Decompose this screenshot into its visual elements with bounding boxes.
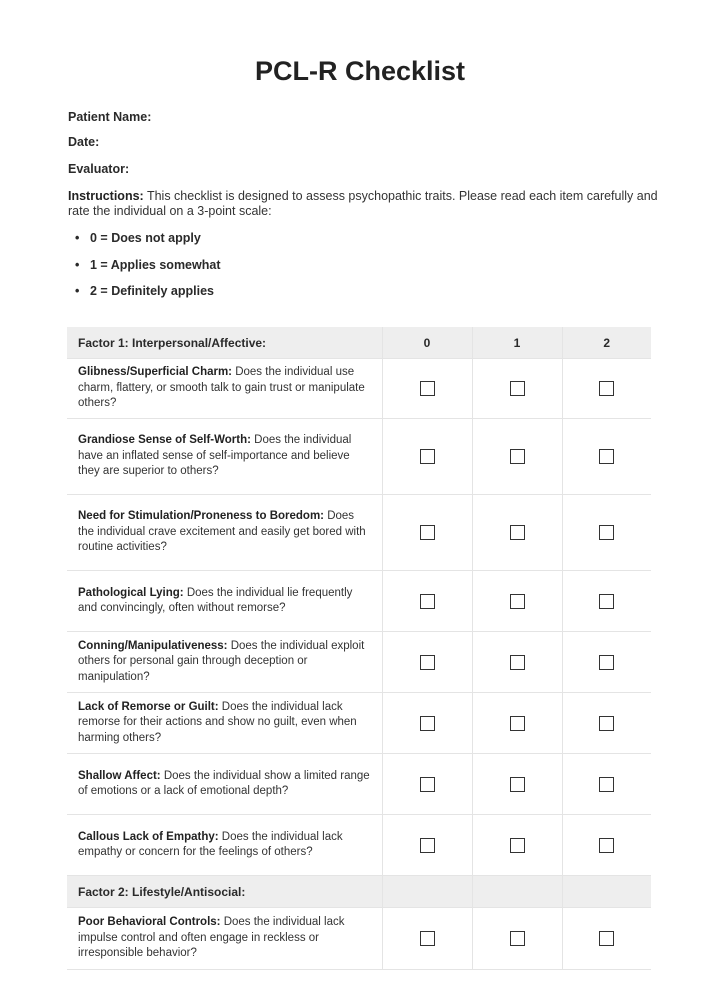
instructions <box>68 189 658 219</box>
item-description <box>67 632 382 693</box>
score-0-checkbox[interactable] <box>420 838 435 853</box>
score-2-checkbox[interactable] <box>599 931 614 946</box>
bullet-icon: • <box>75 257 80 272</box>
scale-item <box>68 258 220 285</box>
score-0-checkbox[interactable] <box>420 931 435 946</box>
score-1-checkbox[interactable] <box>510 838 525 853</box>
item-text: Does the individual have an inflated sense of self-importance and believe they are superior to others? <box>78 434 352 478</box>
item-name: Poor Behavioral Controls: <box>78 916 221 929</box>
item-name: Lack of Remorse or Guilt: <box>78 700 219 713</box>
score-0-checkbox[interactable] <box>420 381 435 396</box>
score-2-checkbox[interactable] <box>599 449 614 464</box>
item-text: Does the individual lack impulse control and often engage in reckless or irresponsible behavior? <box>78 916 345 960</box>
score-0-checkbox[interactable] <box>420 777 435 792</box>
item-name: Pathological Lying: <box>78 586 184 599</box>
item-name: Conning/Manipulativeness: <box>78 639 228 652</box>
table-row <box>67 419 651 495</box>
checklist-table <box>67 327 651 970</box>
item-description <box>67 419 382 495</box>
item-description <box>67 815 382 876</box>
instructions-text: This checklist is designed to assess psychopathic traits. Please read each item carefully and rate the individual on a 3-point scale: <box>68 189 658 218</box>
patient-name-label: Patient Name: <box>68 110 152 124</box>
score-header-2: 2 <box>562 327 651 359</box>
score-0-checkbox[interactable] <box>420 449 435 464</box>
score-header-0: 0 <box>382 327 472 359</box>
item-text: Does the individual lie frequently and convincingly, often without remorse? <box>78 586 353 614</box>
table-row <box>67 571 651 632</box>
item-description <box>67 908 382 970</box>
page-title: PCL-R Checklist <box>254 56 466 86</box>
score-1-checkbox[interactable] <box>510 777 525 792</box>
score-2-checkbox[interactable] <box>599 838 614 853</box>
factor-2-label: Factor 2: Lifestyle/Antisocial: <box>67 876 382 908</box>
score-0-checkbox[interactable] <box>420 655 435 670</box>
score-1-checkbox[interactable] <box>510 449 525 464</box>
bullet-icon: • <box>75 284 80 298</box>
evaluator-label: Evaluator: <box>68 162 130 176</box>
item-name: Grandiose Sense of Self-Worth: <box>78 434 251 447</box>
table-row <box>67 693 651 754</box>
score-2-checkbox[interactable] <box>599 525 614 540</box>
scale-item-text: 1 = Applies somewhat <box>90 257 221 272</box>
score-0-checkbox[interactable] <box>420 525 435 540</box>
table-row <box>67 632 651 693</box>
item-text: Does the individual lack remorse for their actions and show no guilt, even when harming others? <box>78 700 357 744</box>
table-row <box>67 359 651 419</box>
score-2-checkbox[interactable] <box>599 594 614 609</box>
item-name: Need for Stimulation/Proneness to Boredom: <box>78 510 324 523</box>
bullet-icon: • <box>75 231 80 245</box>
factor-2-header-row <box>67 876 651 908</box>
date-label: Date: <box>68 135 100 149</box>
item-text: Does the individual exploit others for personal gain through deception or manipulation? <box>78 639 365 683</box>
table-row <box>67 754 651 815</box>
score-2-checkbox[interactable] <box>599 655 614 670</box>
factor-1-header-row <box>67 327 651 359</box>
scale-item <box>68 231 220 258</box>
score-1-checkbox[interactable] <box>510 381 525 396</box>
table-row <box>67 815 651 876</box>
item-name: Shallow Affect: <box>78 769 161 782</box>
score-2-checkbox[interactable] <box>599 716 614 731</box>
item-description <box>67 754 382 815</box>
item-description <box>67 495 382 571</box>
scale-item <box>68 284 220 311</box>
item-name: Glibness/Superficial Charm: <box>78 366 233 379</box>
item-text: Does the individual crave excitement and easily get bored with routine activities? <box>78 510 366 554</box>
item-description <box>67 571 382 632</box>
factor-1-label: Factor 1: Interpersonal/Affective: <box>67 327 382 359</box>
item-text: Does the individual use charm, flattery, or smooth talk to gain trust or manipulate others? <box>78 366 365 410</box>
score-0-checkbox[interactable] <box>420 716 435 731</box>
score-2-checkbox[interactable] <box>599 777 614 792</box>
score-1-checkbox[interactable] <box>510 716 525 731</box>
score-1-checkbox[interactable] <box>510 931 525 946</box>
scale-item-text: 2 = Definitely applies <box>90 284 215 298</box>
score-1-checkbox[interactable] <box>510 655 525 670</box>
instructions-label: Instructions: <box>68 189 144 203</box>
score-1-checkbox[interactable] <box>510 594 525 609</box>
scale-item-text: 0 = Does not apply <box>90 231 201 245</box>
score-2-checkbox[interactable] <box>599 381 614 396</box>
item-text: Does the individual lack empathy or concern for the feelings of others? <box>78 830 343 858</box>
table-row <box>67 908 651 970</box>
scale-list <box>68 231 220 311</box>
score-header-1: 1 <box>472 327 562 359</box>
score-1-checkbox[interactable] <box>510 525 525 540</box>
item-name: Callous Lack of Empathy: <box>78 830 219 843</box>
item-text: Does the individual show a limited range of emotions or a lack of emotional depth? <box>78 769 370 797</box>
item-description <box>67 359 382 419</box>
score-0-checkbox[interactable] <box>420 594 435 609</box>
table-row <box>67 495 651 571</box>
item-description <box>67 693 382 754</box>
